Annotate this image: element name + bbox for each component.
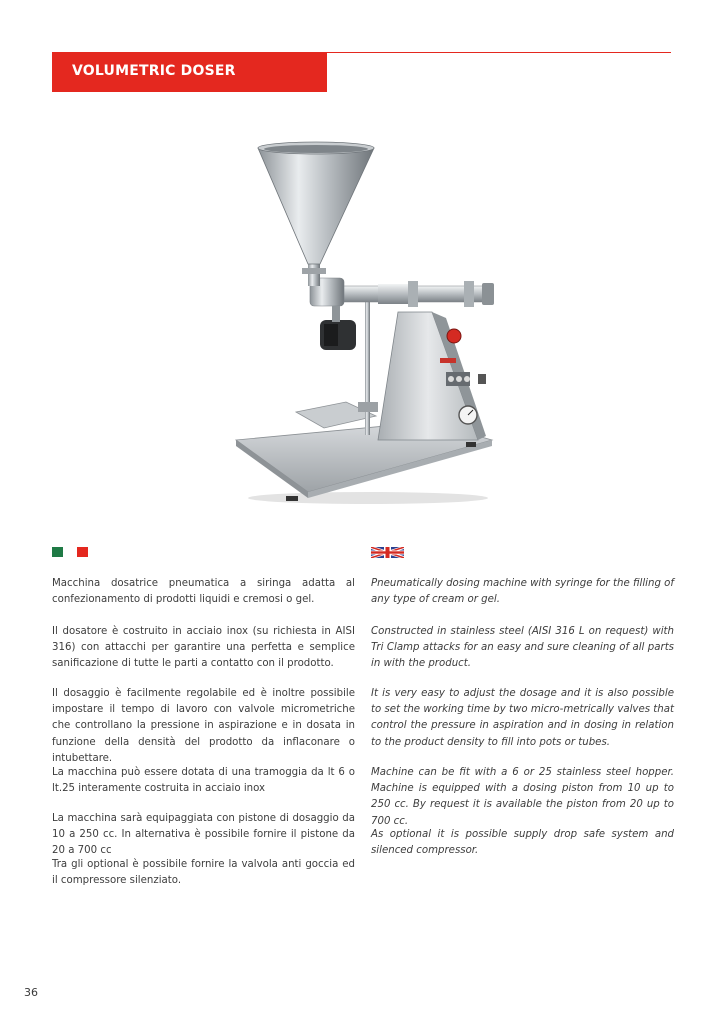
italian-paragraph-6: Tra gli optional è possibile fornire la valvola anti goccia ed il compressore silenziato. (52, 859, 355, 887)
header-rule (327, 52, 671, 53)
english-paragraph-4: Machine can be fit with a 6 or 25 stainless steel hopper. Machine is equipped with a dosing piston from 10 up to 250 cc. By request it is available the piston from 20 up to 700 cc. (371, 767, 674, 827)
italian-paragraph-5: La macchina sarà equipaggiata con pistone di dosaggio da 10 a 250 cc. In alternativa è possibile fornire il pistone da 20 a 700 cc (52, 813, 355, 857)
italy-flag-icon (52, 547, 92, 557)
english-paragraph-1: Pneumatically dosing machine with syringe for the filling of any type of cream or gel. (371, 578, 674, 606)
page-title: VOLUMETRIC DOSER (72, 63, 236, 79)
italian-paragraph-3: Il dosaggio è facilmente regolabile ed è inoltre possibile impostare il tempo di lavoro con valvole micrometriche che controllano la pressione in aspirazione e in dosata in funzione della densità del prodotto da inflaconare o intubettare. (52, 688, 355, 764)
italian-paragraph-2: Il dosatore è costruito in acciaio inox (su richiesta in AISI 316) con attacchi per garantire una perfetta e semplice sanificazione di tutte le parti a contatto con il prodotto. (52, 626, 355, 670)
english-paragraph-5: As optional it is possible supply drop safe system and silenced compressor. (371, 829, 674, 857)
uk-flag-icon (371, 547, 404, 558)
volumetric-doser-machine-illustration (228, 140, 500, 512)
english-paragraph-2: Constructed in stainless steel (AISI 316 L on request) with Tri Clamp attacks for an easy and sure cleaning of all parts in with the product. (371, 626, 674, 670)
page-number: 36 (24, 986, 38, 999)
english-paragraph-3: It is very easy to adjust the dosage and it is also possible to set the working time by two micro-metrically valves that control the pressure in aspiration and in dosing in relation to the product density to fill into pots or tubes. (371, 688, 674, 748)
italian-paragraph-4: La macchina può essere dotata di una tramoggia da lt 6 o lt.25 interamente costruita in acciaio inox (52, 767, 355, 795)
title-bar (52, 52, 327, 92)
italian-paragraph-1: Macchina dosatrice pneumatica a siringa adatta al confezionamento di prodotti liquidi e cremosi o gel. (52, 578, 355, 606)
